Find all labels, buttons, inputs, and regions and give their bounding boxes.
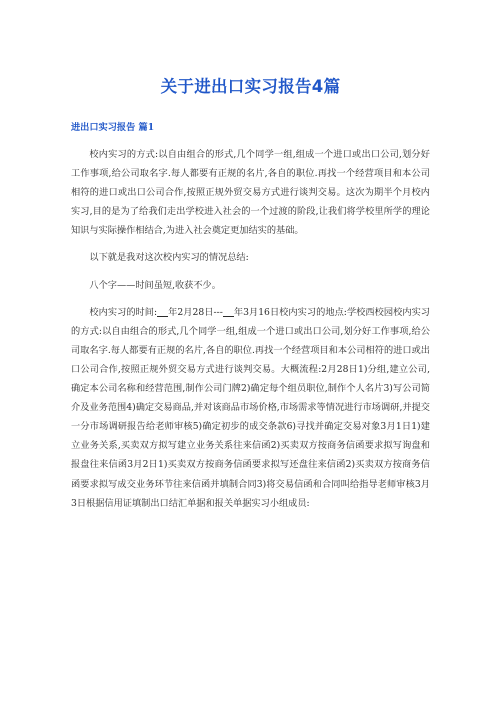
document-title: 关于进出口实习报告4篇 (160, 77, 341, 96)
schedule-details: 年3月16日校内实习的地点:学校西校园校内实习的方式:以自由组合的形式,几个同学一组,组成一个进口或出口公司,划分好工作事项,给公司取名字.每人都要有正规的名片,各自的职位.再找一个经营项目和本公司相符的进口或出口公司合作,按照正规外贸交易方式进行谈判交易。大概流程:2月28日1)分组,建立公司,确定本公司名称和经营范围,制作公司门牌2)确定每个组员职位,制作个人名片3)写公司简介及业务范围4)确定交易商品,并对该商品市场价格,市场需求等情况进行市场调研,并提交一分市场调研报告给老师审核5)确定初步的成交条款6)寻找并确定交易对象3月1日1)建立业务关系,买卖双方拟写建立业务关系往来信函2)买卖双方按商务信函要求拟写询盘和报盘往来信函3月2日1)买卖双方按商务信函要求拟写还盘往来信函2)买卖双方按商务信函要求拟写成交业务环节往来信函并填制合同3)将交易信函和合同叫给指导老师审核3月3日根据信用证填制出口结汇单据和报关单据实习小组成员: (71, 306, 430, 509)
blank-year-underline (157, 306, 168, 317)
paragraph-eight-words: 八个字——时间虽短,收获不少。 (89, 279, 221, 291)
paragraph-summary-lead: 以下就是我对这次校内实习的情况总结: (89, 252, 249, 264)
schedule-start-date: 年2月28日--- (168, 306, 223, 318)
paragraph-schedule (71, 303, 430, 513)
schedule-time-label: 校内实习的时间: (89, 306, 158, 318)
paragraph-intro: 校内实习的方式:以自由组合的形式,几个同学一组,组成一个进口或出口公司,划分好工作事项,给公司取名字.每人都要有正规的名片,各自的职位.再找一个经营项目和本公司相符的进口或出口公司合作,按照正规外贸交易方式进行谈判交易。这次为期半个月校内实习,目的是为了给我们走出学校进入社会的一个过渡的阶段,让我们将学校里所学的理论知识与实际操作相结合,为进入社会奠定更加结实的基础。 (71, 149, 430, 237)
section-heading: 进出口实习报告 篇1 (71, 122, 155, 133)
blank-year-underline (223, 306, 234, 317)
